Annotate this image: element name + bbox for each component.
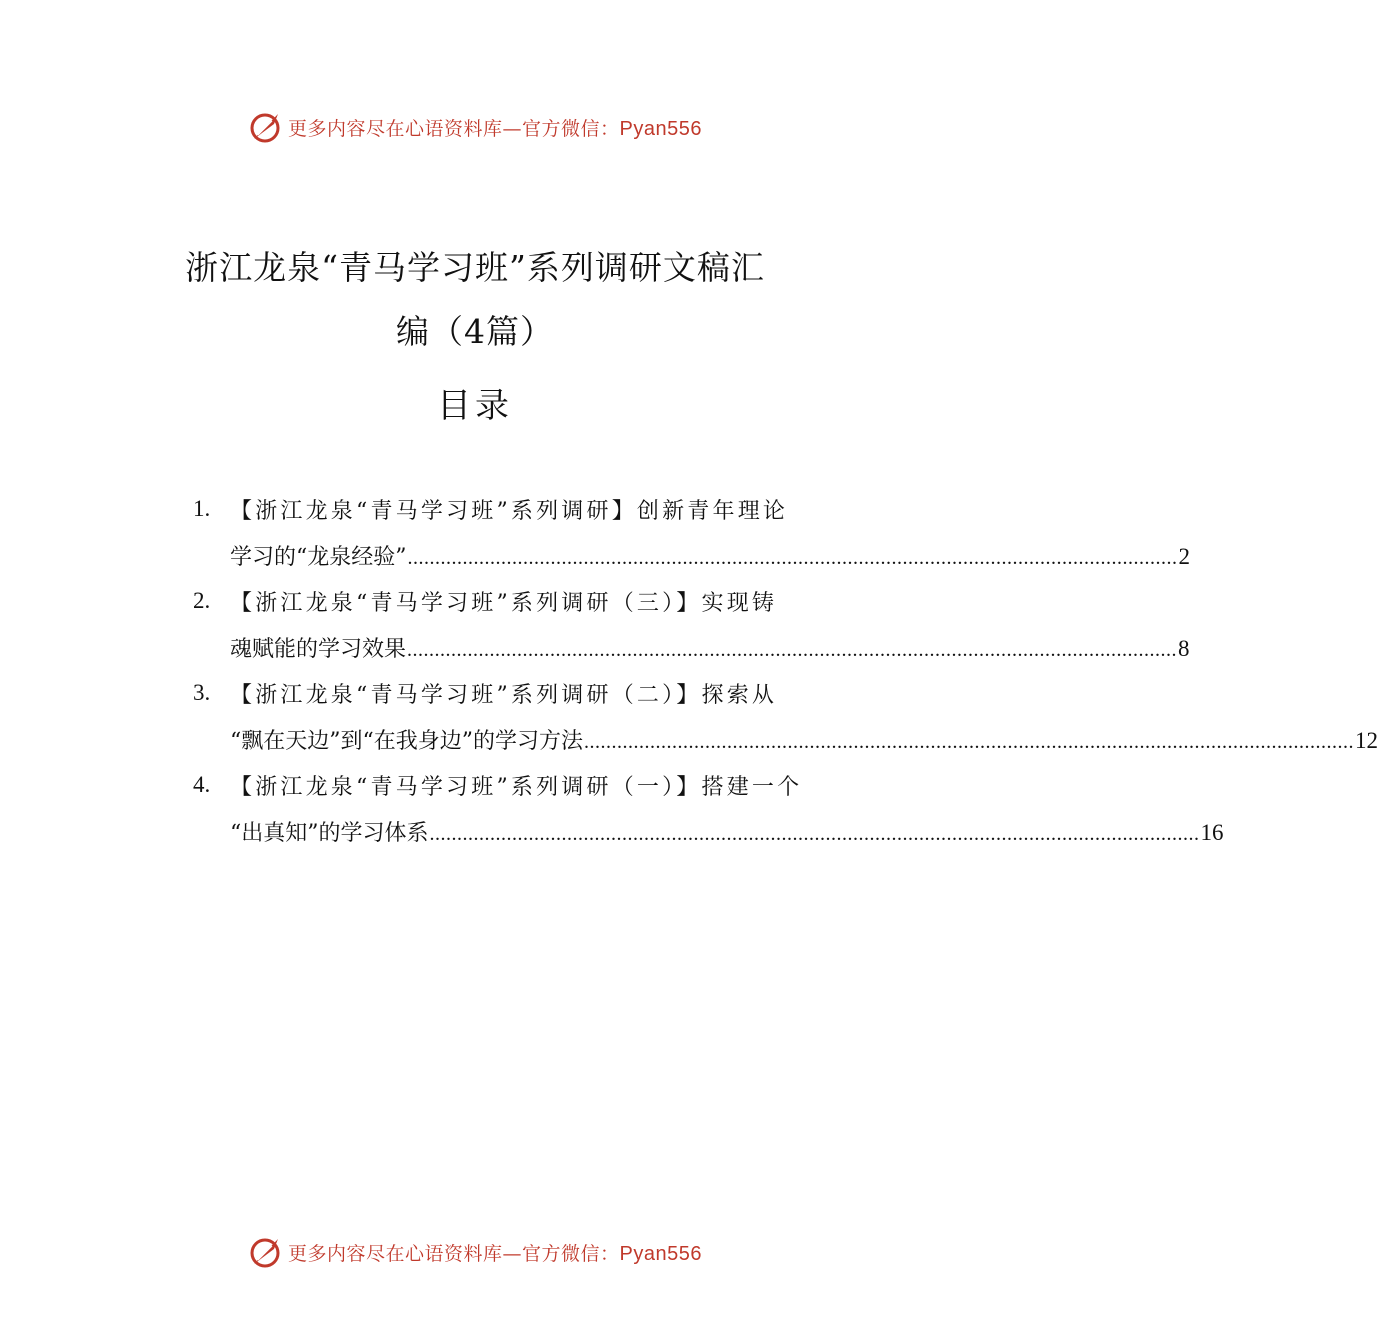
toc-leader-dots: ............................................................................................................................................ — [407, 639, 1178, 661]
banner-wechat-id: Pyan556 — [619, 117, 702, 140]
toc-entry-number: 2. — [193, 588, 211, 613]
toc-entry-title-cont: 魂赋能的学习效果 — [230, 637, 407, 662]
quill-logo-icon — [248, 109, 284, 145]
toc-entry-number: 3. — [193, 680, 211, 705]
toc-entry-continuation — [230, 724, 1378, 755]
banner-wechat-id: Pyan556 — [619, 1242, 702, 1265]
doc-title-line2: 编（4篇） — [396, 312, 554, 351]
toc-list — [0, 488, 1378, 856]
banner-text: 更多内容尽在心语资料库—官方微信：Pyan556 — [288, 1242, 702, 1265]
toc-entry-number: 4. — [193, 772, 211, 797]
toc-leader-dots: ............................................................................................................................................ — [429, 823, 1200, 845]
toc-entry-title-cont: 学习的“龙泉经验” — [230, 545, 407, 570]
footer-banner — [0, 1232, 950, 1272]
doc-title-line1: 浙江龙泉“青马学习班”系列调研文稿汇 — [185, 248, 765, 287]
banner-text: 更多内容尽在心语资料库—官方微信：Pyan556 — [288, 117, 702, 140]
header-banner — [0, 107, 950, 147]
toc-entry-title: 【浙江龙泉“青马学习班”系列调研】创新青年理论 — [230, 499, 789, 524]
toc-entry-continuation — [230, 632, 1190, 663]
toc-page-number: 8 — [1178, 636, 1190, 661]
toc-page-number: 2 — [1178, 544, 1190, 569]
quill-logo-icon — [248, 1234, 284, 1270]
toc-entry-title-cont: “飘在天边”到“在我身边”的学习方法 — [230, 729, 583, 754]
toc-entry-4[interactable] — [0, 764, 1224, 856]
toc-entry-title: 【浙江龙泉“青马学习班”系列调研（二）】探索从 — [230, 683, 778, 708]
toc-leader-dots: ............................................................................................................................................ — [584, 731, 1354, 753]
toc-entry-number: 1. — [193, 496, 211, 521]
toc-page-number: 12 — [1355, 728, 1378, 753]
toc-entry-1[interactable] — [0, 488, 1190, 580]
toc-leader-dots: ............................................................................................................................................ — [407, 547, 1178, 569]
toc-entry-continuation — [230, 540, 1190, 571]
toc-heading: 目录 — [437, 386, 513, 426]
toc-entry-continuation — [230, 816, 1224, 847]
toc-entry-title: 【浙江龙泉“青马学习班”系列调研（一）】搭建一个 — [230, 775, 803, 800]
toc-entry-title: 【浙江龙泉“青马学习班”系列调研（三）】实现铸 — [230, 591, 778, 616]
toc-entry-3[interactable] — [0, 672, 1378, 764]
toc-entry-2[interactable] — [0, 580, 1190, 672]
toc-entry-title-cont: “出真知”的学习体系 — [230, 821, 429, 846]
toc-page-number: 16 — [1200, 820, 1224, 845]
